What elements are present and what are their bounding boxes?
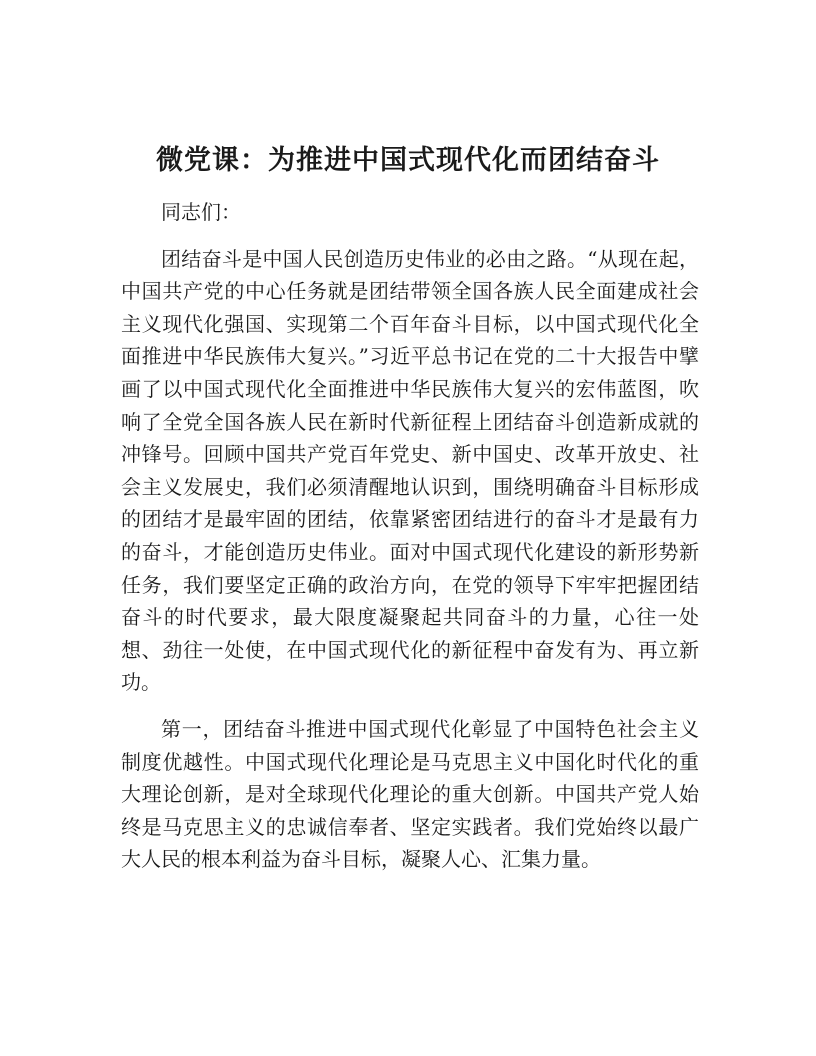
document-body [121,196,699,890]
paragraph-intro: 团结奋斗是中国人民创造历史伟业的必由之路。“从现在起，中国共产党的中心任务就是团结带领全国各族人民全面建成社会主义现代化强国、实现第二个百年奋斗目标，以中国式现代化全面推进中华民族伟大复兴。”习近平总书记在党的二十大报告中擘画了以中国式现代化全面推进中华民族伟大复兴的宏伟蓝图，吹响了全党全国各族人民在新时代新征程上团结奋斗创造新成就的冲锋号。回顾中国共产党百年党史、新中国史、改革开放史、社会主义发展史，我们必须清醒地认识到，围绕明确奋斗目标形成的团结才是最牢固的团结，依靠紧密团结进行的奋斗才是最有力的奋斗，才能创造历史伟业。面对中国式现代化建设的新形势新任务，我们要坚定正确的政治方向，在党的领导下牢牢把握团结奋斗的时代要求，最大限度凝聚起共同奋斗的力量，心往一处想、劲往一处使，在中国式现代化的新征程中奋发有为、再立新功。 [121,246,699,695]
paragraph-first-point: 第一，团结奋斗推进中国式现代化彰显了中国特色社会主义制度优越性。中国式现代化理论是马克思主义中国化时代化的重大理论创新，是对全球现代化理论的重大创新。中国共产党人始终是马克思主义的忠诚信奉者、坚定实践者。我们党始终以最广大人民的根本利益为奋斗目标，凝聚人心、汇集力量。 [121,716,699,872]
document-title: 微党课：为推进中国式现代化而团结奋斗 [156,145,660,176]
salutation: 同志们： [161,200,241,224]
